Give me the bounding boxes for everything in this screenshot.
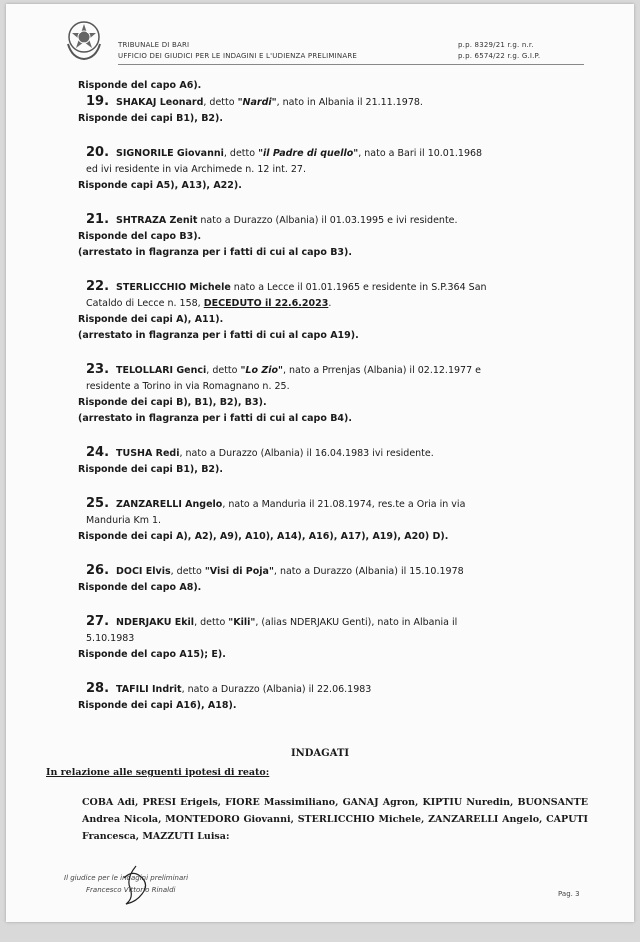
alias-connector: , detto — [206, 365, 241, 376]
deceased-note: DECEDUTO il 22.6.2023 — [203, 298, 329, 309]
defendant-entry — [78, 279, 588, 344]
defendant-details: nato a Durazzo (Albania) il 01.03.1995 e ivi residente. — [197, 215, 458, 226]
defendant-alias: "Lo Zio" — [240, 365, 283, 376]
charges-line: Risponde dei capi B1), B2). — [78, 464, 223, 475]
details-end: . — [328, 298, 332, 309]
judge-name: Francesco Vittorio Rinaldi — [86, 886, 176, 894]
defendant-alias: "Visi di Poja" — [204, 566, 274, 577]
defendant-details: , nato a Manduria il 21.08.1974, res.te a Oria in via — [222, 499, 466, 510]
defendant-entry — [78, 145, 588, 194]
entry-number: 28. — [86, 681, 110, 696]
defendant-name: SIGNORILE Giovanni — [116, 148, 224, 159]
defendant-name: ZANZARELLI Angelo — [116, 499, 223, 510]
defendants-list — [78, 78, 588, 714]
judge-title: Il giudice per le indagini preliminari — [64, 874, 189, 882]
defendant-details: , (alias NDERJAKU Genti), nato in Albania il — [255, 617, 458, 628]
charges-line: Risponde dei capi A16), A18). — [78, 700, 237, 711]
charges-line: Risponde dei capi A), A11). — [78, 314, 224, 325]
arrest-note: (arrestato in flagranza per i fatti di cui al capo B3). — [78, 247, 352, 258]
defendant-entry — [78, 681, 588, 714]
entry-number: 22. — [86, 279, 110, 294]
document-page — [6, 4, 634, 922]
top-charge-line: Risponde del capo A6). — [78, 80, 202, 91]
defendant-details: , nato a Durazzo (Albania) il 15.10.1978 — [273, 566, 464, 577]
defendant-details-cont: ed ivi residente in via Archimede n. 12 int. 27. — [86, 164, 306, 175]
alias-connector: , detto — [194, 617, 229, 628]
defendant-details: nato a Lecce il 01.01.1965 e residente in S.P.364 San — [230, 282, 487, 293]
defendant-name: TUSHA Redi — [116, 448, 180, 459]
section-title: INDAGATI — [290, 748, 350, 759]
entry-number: 21. — [86, 212, 110, 227]
alias-connector: , detto — [223, 148, 259, 159]
entry-number: 25. — [86, 496, 110, 511]
defendant-entry — [78, 563, 588, 596]
defendant-entry — [78, 614, 588, 663]
defendant-alias: "Nardi" — [237, 97, 277, 108]
court-office: UFFICIO DEI GIUDICI PER LE INDAGINI E L'UDIENZA PRELIMINARE — [118, 52, 358, 60]
section-subtitle: In relazione alle seguenti ipotesi di reato: — [46, 767, 270, 778]
defendant-entry — [78, 496, 588, 545]
defendant-details-cont: residente a Torino in via Romagnano n. 25. — [86, 381, 290, 392]
charges-line: Risponde capi A5), A13), A22). — [78, 180, 242, 191]
defendant-details-cont: 5.10.1983 — [86, 633, 135, 644]
defendant-details: , nato in Albania il 21.11.1978. — [276, 97, 423, 108]
defendant-details: , nato a Durazzo (Albania) il 22.06.1983 — [181, 684, 372, 695]
defendant-entry — [78, 212, 588, 261]
defendant-details: , nato a Durazzo (Albania) il 16.04.1983 ivi residente. — [179, 448, 434, 459]
defendant-name: NDERJAKU Ekil — [116, 617, 195, 628]
entry-number: 27. — [86, 614, 110, 629]
handwritten-signature — [106, 864, 166, 908]
page-number: Pag. 3 — [558, 890, 580, 898]
case-numbers — [458, 40, 540, 62]
entry-number: 26. — [86, 563, 110, 578]
defendant-alias: "il Padre di quello" — [258, 148, 359, 159]
charges-line: Risponde del capo B3). — [78, 231, 202, 242]
defendant-name: TAFILI Indrit — [116, 684, 182, 695]
charges-line: Risponde del capo A15); E). — [78, 649, 226, 660]
entry-number: 23. — [86, 362, 110, 377]
alias-connector: , detto — [203, 97, 238, 108]
defendant-name: SHAKAJ Leonard — [116, 97, 204, 108]
defendant-entry — [78, 94, 588, 127]
defendant-entry — [78, 445, 588, 478]
case-number-1: p.p. 8329/21 r.g. n.r. — [458, 41, 534, 49]
court-header — [118, 40, 357, 62]
defendant-details-cont: Cataldo di Lecce n. 158, — [86, 298, 204, 309]
alias-connector: , detto — [170, 566, 205, 577]
charges-line: Risponde dei capi B1), B2). — [78, 113, 223, 124]
case-number-2: p.p. 6574/22 r.g. G.I.P. — [458, 52, 541, 60]
defendant-alias: "Kili" — [228, 617, 256, 628]
entry-number: 19. — [86, 94, 110, 109]
arrest-note: (arrestato in flagranza per i fatti di cui al capo B4). — [78, 413, 352, 424]
defendant-name: DOCI Elvis — [116, 566, 171, 577]
charges-line: Risponde dei capi A), A2), A9), A10), A14), A16), A17), A19), A20) D). — [78, 531, 449, 542]
arrest-note: (arrestato in flagranza per i fatti di cui al capo A19). — [78, 330, 359, 341]
defendant-entry — [78, 362, 588, 427]
defendant-details: , nato a Prrenjas (Albania) il 02.12.1977 e — [282, 365, 481, 376]
defendant-name: STERLICCHIO Michele — [116, 282, 231, 293]
defendant-name: SHTRAZA Zenit — [116, 215, 198, 226]
defendant-details: , nato a Bari il 10.01.1968 — [358, 148, 483, 159]
header-divider — [118, 64, 584, 65]
entry-number: 20. — [86, 145, 110, 160]
charges-line: Risponde dei capi B), B1), B2), B3). — [78, 397, 267, 408]
charges-line: Risponde del capo A8). — [78, 582, 202, 593]
section-names: COBA Adi, PRESI Erigels, FIORE Massimiliano, GANAJ Agron, KIPTIU Nuredin, BUONSANTE Andrea Nicola, MONTEDORO Giovanni, STERLICCHIO Michele, ZANZARELLI Angelo, CAPUTI Francesca, MAZZUTI Luisa: — [82, 797, 588, 842]
italian-republic-emblem-icon — [62, 16, 106, 62]
court-name: TRIBUNALE DI BARI — [118, 41, 190, 49]
defendant-name: TELOLLARI Genci — [116, 365, 207, 376]
entry-number: 24. — [86, 445, 110, 460]
defendant-details-cont: Manduria Km 1. — [86, 515, 162, 526]
